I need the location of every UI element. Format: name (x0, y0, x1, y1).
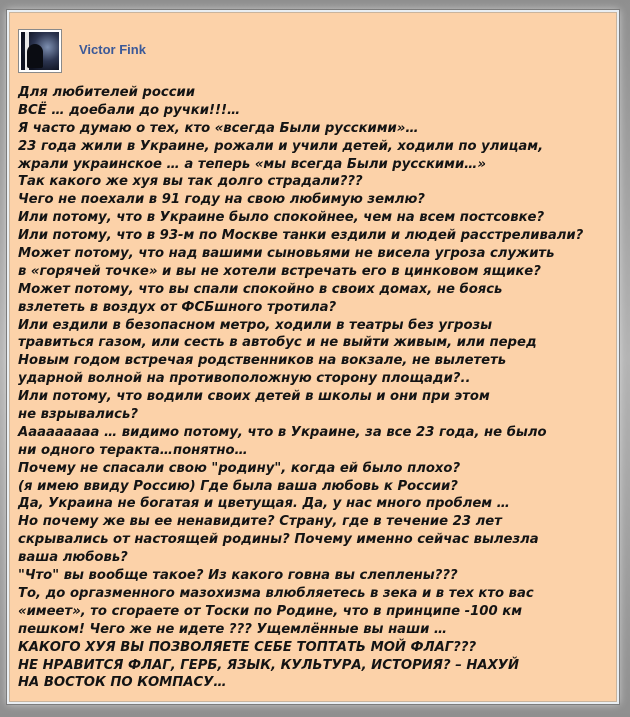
post-text (18, 84, 614, 692)
post-text-line: жрали украинское … а теперь «мы всегда Были русскими…» (18, 156, 486, 172)
post-text-line: Да, Украина не богатая и цветущая. Да, у нас много проблем … (18, 496, 510, 512)
post-text-line: Чего не поехали в 91 году на свою любимую землю? (18, 192, 425, 208)
post-text-line: НЕ НРАВИТСЯ ФЛАГ, ГЕРБ, ЯЗЫК, КУЛЬТУРА, ИСТОРИЯ? – НАХУЙ (18, 657, 519, 673)
post-text-line: скрывались от настоящей родины? Почему именно сейчас вылезла (18, 532, 539, 548)
post-text-line: в «горячей точке» и вы не хотели встречать его в цинковом ящике? (18, 263, 541, 279)
post-text-line: взлететь в воздух от ФСБшного тротила? (18, 299, 337, 315)
post-text-line: Так какого же хуя вы так долго страдали??? (18, 174, 363, 190)
post-text-line: Или ездили в безопасном метро, ходили в театры без угрозы (18, 317, 493, 333)
post-text-line: ни одного теракта…понятно… (18, 442, 248, 458)
post-text-line: Может потому, что вы спали спокойно в своих домах, не боясь (18, 281, 503, 297)
post-text-line: травиться газом, или сесть в автобус и не выйти живым, или перед (18, 335, 537, 351)
post-text-line: не взрывались? (18, 407, 138, 423)
post-text-line: "Что" вы вообще такое? Из какого говна вы слеплены??? (18, 568, 458, 584)
post-text-line: ваша любовь? (18, 550, 128, 566)
post-text-line: КАКОГО ХУЯ ВЫ ПОЗВОЛЯЕТЕ СЕБЕ ТОПТАТЬ МОЙ ФЛАГ??? (18, 639, 477, 655)
post-text-line: Новым годом встречая родственников на вокзале, не вылететь (18, 353, 507, 369)
post-text-line: Или потому, что водили своих детей в школы и они при этом (18, 389, 490, 405)
post-text-line: ВСЁ … доебали до ручки!!!… (18, 102, 241, 118)
avatar[interactable] (19, 30, 61, 72)
post-card (7, 10, 619, 704)
post-text-line: Но почему же вы ее ненавидите? Страну, где в течение 23 лет (18, 514, 502, 530)
post-text-line: Или потому, что в Украине было спокойнее, чем на всем постсовке? (18, 210, 545, 226)
post-text-line: 23 года жили в Украине, рожали и учили детей, ходили по улицам, (18, 138, 544, 154)
post-text-line: Для любителей россии (18, 85, 196, 100)
post-text-line: Ааааааааа … видимо потому, что в Украине, за все 23 года, не было (18, 424, 547, 440)
post-text-line: Может потому, что над вашими сыновьями не висела угроза служить (18, 246, 555, 262)
post-text-line: Или потому, что в 93-м по Москве танки ездили и людей расстреливали? (18, 228, 584, 244)
post-text-line: пешком! Чего же не идете ??? Ущемлённые вы наши … (18, 621, 448, 637)
post-text-line: (я имею ввиду Россию) Где была ваша любовь к России? (18, 478, 458, 494)
post-text-line: ударной волной на противоположную сторону площади?.. (18, 371, 471, 387)
post-text-line: Я часто думаю о тех, кто «всегда Были русскими»… (18, 120, 419, 136)
post-text-line: «имеет», то сгораете от Тоски по Родине, что в принципе -100 км (18, 603, 522, 619)
post-text-line: НА ВОСТОК ПО КОМПАСУ… (18, 675, 227, 691)
author-name[interactable]: Victor Fink (79, 42, 146, 57)
post-text-line: Почему не спасали свою "родину", когда ей было плохо? (18, 460, 461, 476)
post-text-line: То, до оргазменного мазохизма влюбляетесь в зека и в тех кто вас (18, 585, 534, 601)
post-header (19, 30, 146, 76)
